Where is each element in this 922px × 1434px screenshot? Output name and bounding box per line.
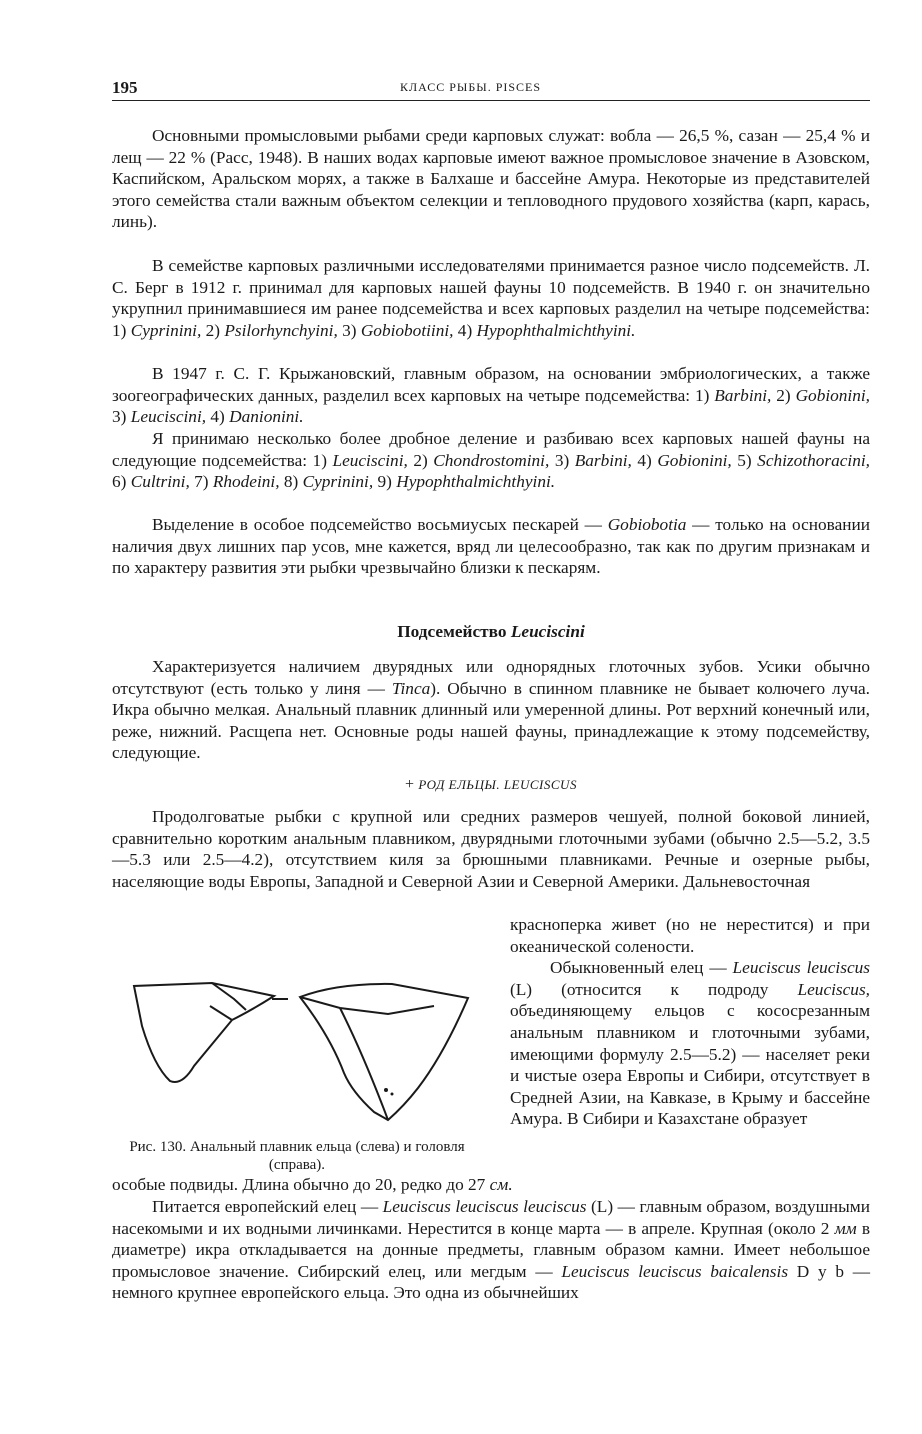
paragraph-gobiobotia: Выделение в особое подсемейство восьмиусых пескарей — Gobiobotia — только на основании наличия двух лишних пар усов, мне кажется, вряд ли целесообразно, так как по другим признакам и по характеру развития эти рыбки чрезвычайно близки к пескарям. bbox=[112, 515, 870, 578]
paragraph-european-dace: Питается европейский елец — Leuciscus leuciscus leuciscus (L) — главным образом, воздушными насекомыми и их водными личинками. Нерестится в конце марта — в апреле. Крупная (около 2 мм в диаметре) икра откладывается на донные предметы, главным образом камни. Имеет небольшое промысловое значение. Сибирский елец, или мегдым — Leuciscus leuciscus baicalensis D y b — немного крупнее европейского ельца. Это одна из обычнейших bbox=[112, 1197, 871, 1303]
genus-mark: + bbox=[405, 776, 415, 793]
dace-anal-fin bbox=[134, 983, 274, 1082]
subfamily-heading: Подсемейство Leuciscini bbox=[397, 622, 585, 641]
figure-130 bbox=[112, 936, 502, 1174]
paragraph-subfamilies-author: Я принимаю несколько более дробное деление и разбиваю всех карповых нашей фауны на следующие подсемейства: 1) Leuciscini, 2) Chondrostomini, 3) Barbini, 4) Gobionini, 5) Schizothoracini, 6) Cultrini, 7) Rhodeini, 8) Cyprinini, 9) Hypophthalmichthyini. bbox=[112, 429, 870, 492]
paragraph-common-dace: Обыкновенный елец — Leuciscus leuciscus (L) (относится к подроду Leuciscus, объединяющему ельцов с кососрезанным анальным плавником и глоточными зубами, имеющими формулу 2.5—5.2) — населяет реки и чистые озера Европы и Сибири, отсутствует в Средней Азии, на Кавказе, в Крыму и бассейне Амура. В Сибири и Казахстане образует bbox=[510, 958, 870, 1129]
paragraph-leuciscus-description: Продолговатые рыбки с крупной или средних размеров чешуей, полной боковой линией, сравнительно коротким анальным плавником, двурядными глоточными зубами (обычно 2.5—5.2, 3.5—5.3 или 2.5—4.2), отсутствием киля за брюшными плавниками. Речные и озерные рыбы, населяющие воды Европы, Западной и Северной Азии и Северной Америки. Дальневосточная bbox=[112, 807, 870, 891]
paragraph-leuciscini-description: Характеризуется наличием двурядных или однорядных глоточных зубов. Усики обычно отсутствуют (есть только у линя — Tinca). Обычно в спинном плавнике не бывает колючего луча. Икра обычно мелкая. Анальный плавник длинный или умеренной длины. Рот верхний конечный или, реже, нижний. Расщепа нет. Основные роды нашей фауны, принадлежащие к этому подсемейству, следующие. bbox=[112, 657, 870, 763]
full-width-continuation bbox=[112, 1174, 870, 1196]
running-head: КЛАСС РЫБЫ. PISCES bbox=[400, 80, 542, 94]
chub-fin-ray bbox=[300, 997, 434, 1014]
page-number: 195 bbox=[112, 78, 138, 97]
genus-heading: + РОД ЕЛЬЦЫ. LEUCISCUS bbox=[405, 776, 577, 793]
page-header bbox=[112, 76, 870, 101]
paragraph-leuciscus-continued: красноперка живет (но не нерестится) и при океанической солености. bbox=[510, 915, 870, 956]
paragraph-dace-length: особые подвиды. Длина обычно до 20, редко до 27 см. bbox=[112, 1175, 513, 1194]
chub-fin-dot-2 bbox=[391, 1093, 394, 1096]
paragraph-subfamilies-berg: В семействе карповых различными исследователями принимается разное число подсемейств. Л. С. Берг в 1912 г. принимал для карповых нашей фауны 10 подсемейств. В 1940 г. он значительно укрупнил принимавшиеся им ранее подсемейства и всех карповых разделил на четыре подсемейства: 1) Cyprinini, 2) Psilorhynchyini, 3) Gobiobotiini, 4) Hypophthalmichthyini. bbox=[112, 256, 870, 340]
dace-fin-ray-2 bbox=[210, 1006, 232, 1020]
paragraph-subfamilies-kryzhanovsky: В 1947 г. С. Г. Крыжановский, главным образом, на основании эмбриологических, а также зоогеографических данных, разделил всех карповых на четыре подсемейства: 1) Barbini, 2) Gobionini, 3) Leuciscini, 4) Danionini. bbox=[112, 364, 870, 427]
paragraph-commercial-fish: Основными промысловыми рыбами среди карповых служат: вобла — 26,5 %, сазан — 25,4 % и лещ — 22 % (Расс, 1948). В наших водах карповые имеют важное промысловое значение в Азовском, Каспийском, Аральском морях, а также в Балхаше и бассейне Амура. Некоторые из представителей этого семейства стали важным объектом селекции и тепловодного прудового хозяйства (карп, карась, линь). bbox=[112, 126, 870, 232]
fin-drawings bbox=[112, 936, 502, 1136]
book-page bbox=[112, 76, 871, 1303]
chub-fin-dot bbox=[384, 1088, 388, 1092]
right-column-text bbox=[510, 914, 870, 1130]
figure-caption: Рис. 130. Анальный плавник ельца (слева) и головля (справа). bbox=[129, 1139, 465, 1173]
